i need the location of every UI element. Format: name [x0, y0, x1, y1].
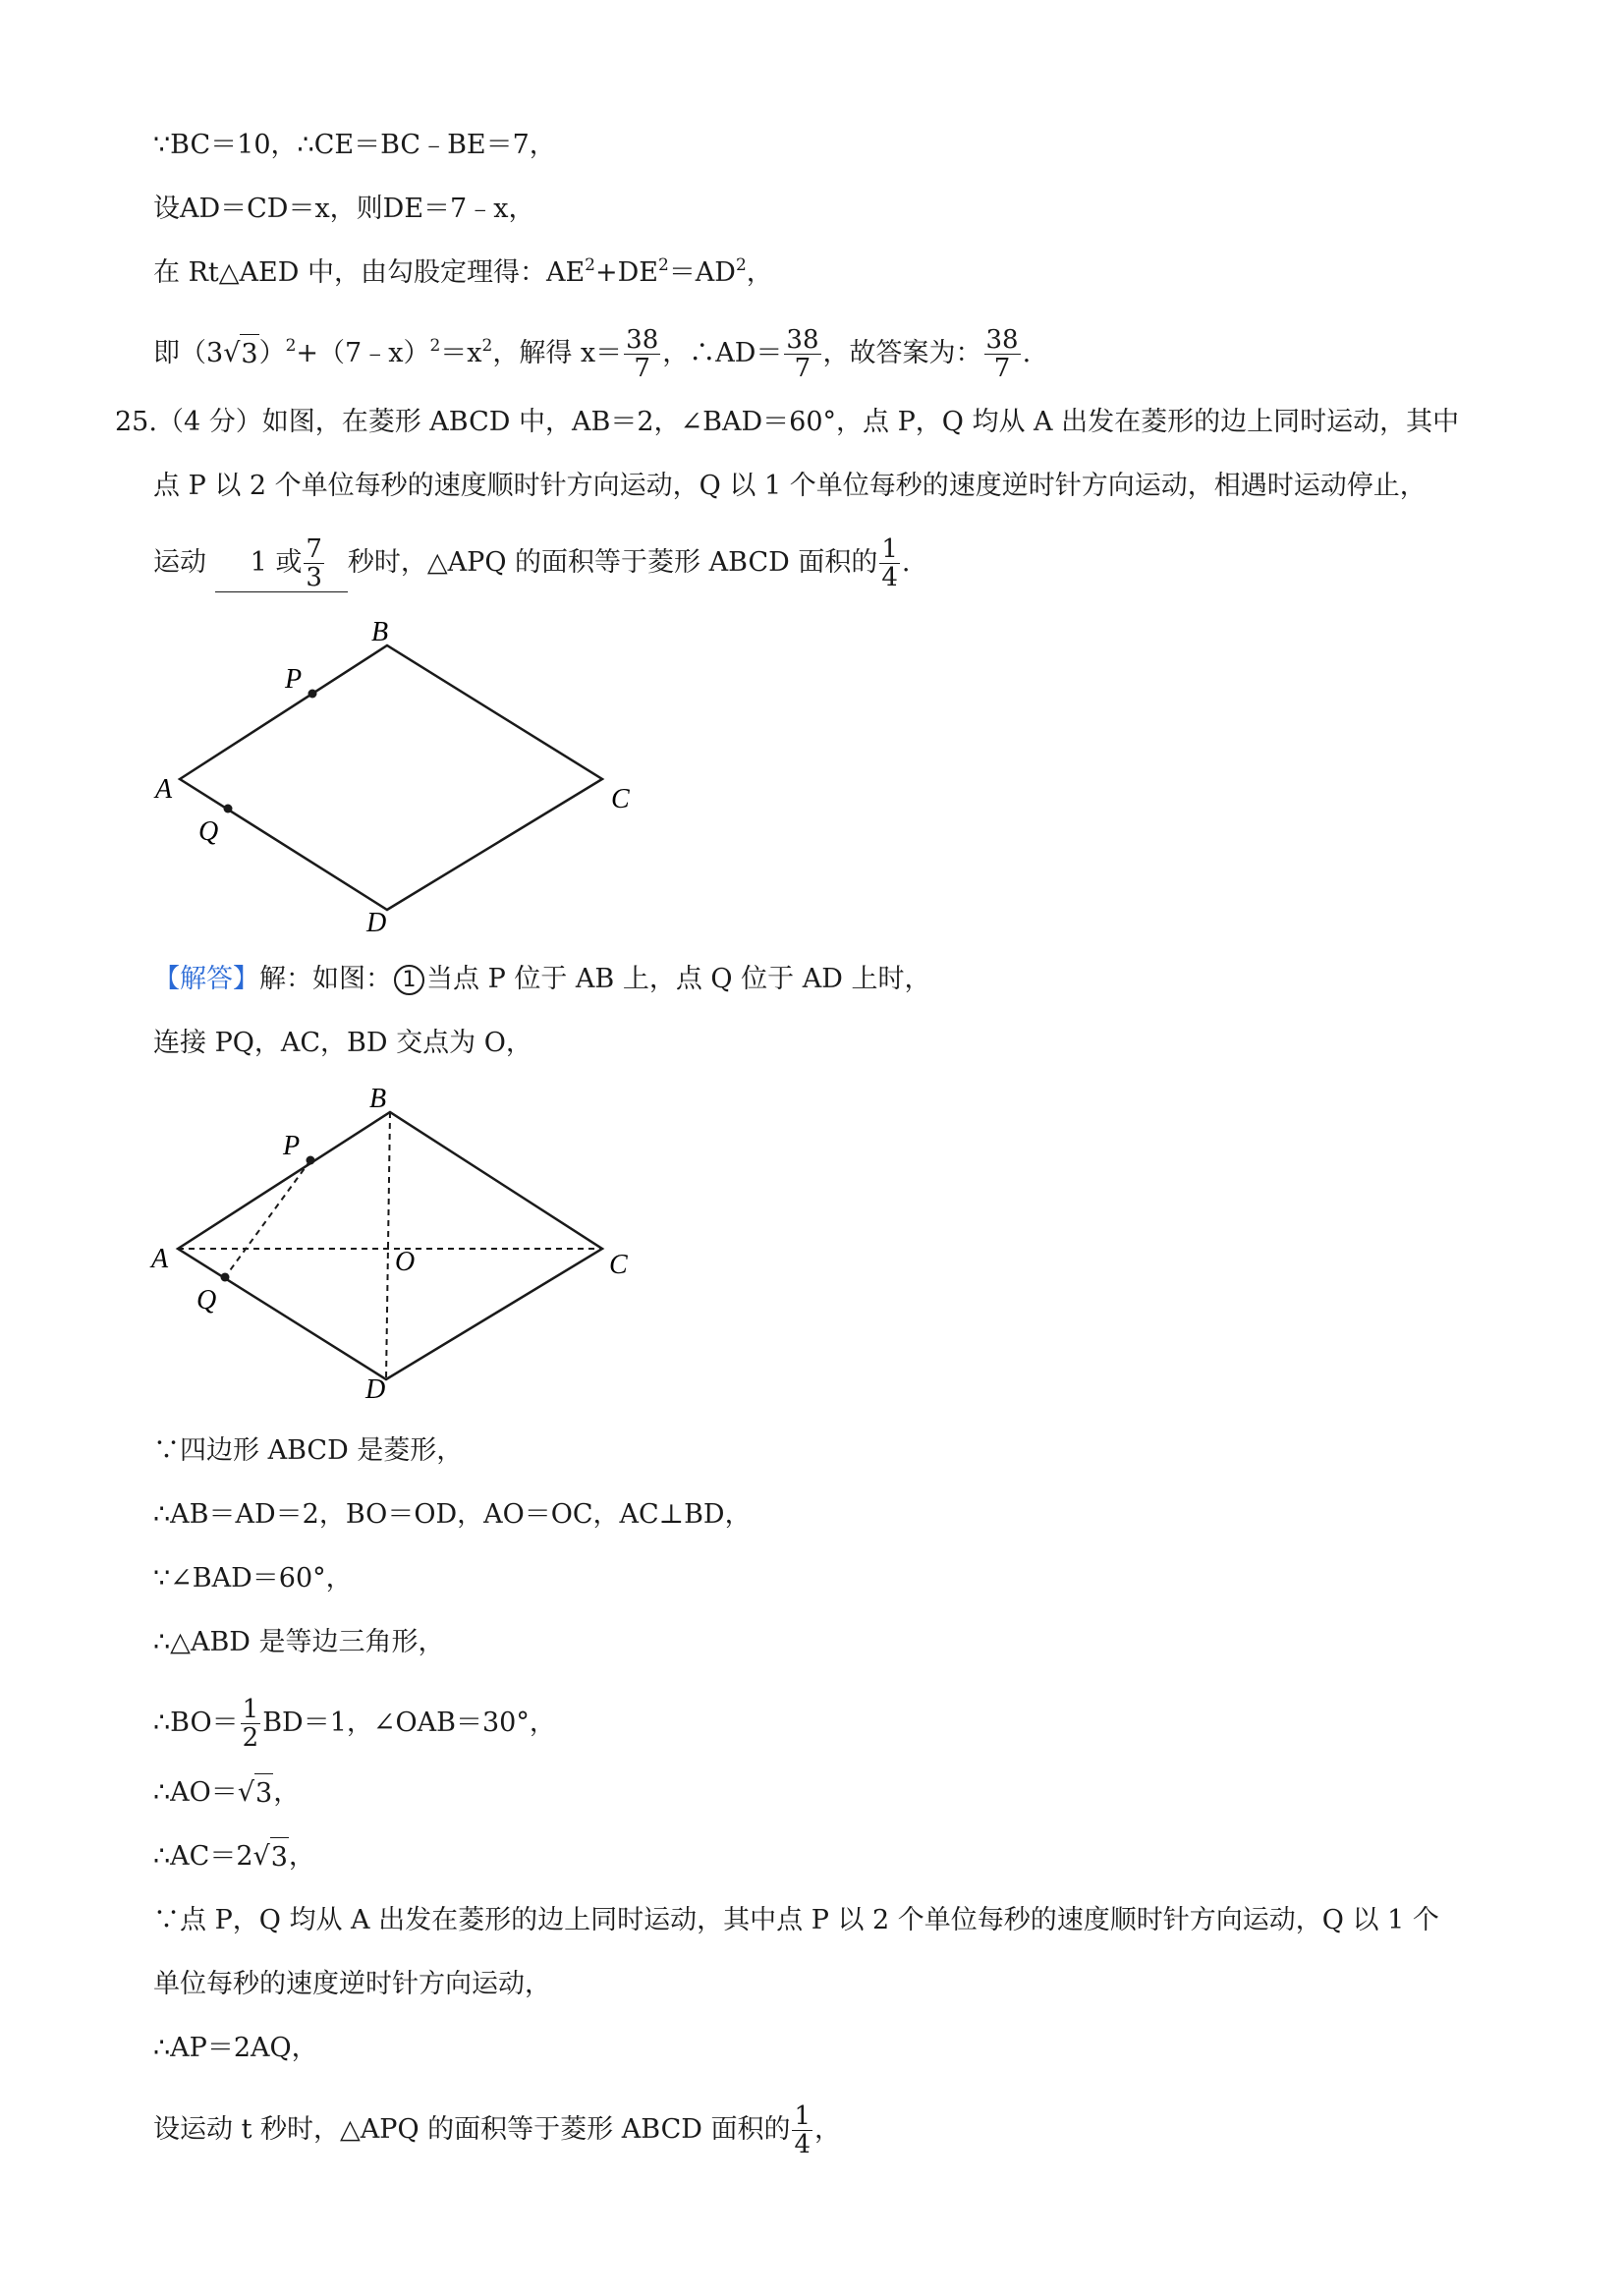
- text: ，: [746, 257, 773, 288]
- solution-line: ∴AB＝AD＝2，BO＝OD，AO＝OC，AC⊥BD，: [153, 1499, 752, 1530]
- text: ，: [814, 2114, 842, 2145]
- superscript: 2: [481, 336, 493, 356]
- superscript: 2: [429, 336, 441, 356]
- text: ∴AC＝2: [153, 1841, 253, 1872]
- rhombus-figure-with-diagonals: [138, 1071, 668, 1405]
- fraction: $\frac{1}{4}$: [794, 2101, 812, 2159]
- solution-line: 单位每秒的速度逆时针方向运动，: [153, 1969, 551, 1999]
- text: ，解得 x＝: [492, 338, 623, 368]
- label-q: Q: [196, 1285, 217, 1316]
- fraction: $\frac{1}{2}$: [242, 1695, 259, 1753]
- text: +（7﹣x）: [296, 338, 430, 368]
- text: 运动: [153, 547, 206, 578]
- text: .: [1022, 338, 1032, 368]
- solution-line: ∵四边形 ABCD 是菱形，: [153, 1435, 464, 1466]
- text-line: ∵BC＝10，∴CE＝BC﹣BE＝7，: [153, 130, 556, 160]
- solution-line: ∴AP＝2AQ，: [153, 2033, 318, 2063]
- segment-pq: [225, 1160, 310, 1277]
- superscript: 2: [285, 336, 297, 356]
- text: ，: [273, 1777, 301, 1808]
- text-line: 设AD＝CD＝x，则DE＝7﹣x，: [153, 194, 535, 224]
- sqrt: √ 3: [223, 334, 258, 374]
- text: 解：如图：: [259, 964, 392, 994]
- label-b: B: [371, 617, 389, 647]
- solution-line: [153, 960, 930, 999]
- label-a: A: [151, 1244, 169, 1274]
- superscript: 2: [735, 255, 747, 275]
- text: ＝x: [440, 338, 482, 368]
- fraction: $\frac{38}{7}$: [985, 325, 1019, 383]
- text-line: [153, 253, 773, 293]
- text: 在 Rt△AED 中，由勾股定理得：AE: [153, 257, 586, 288]
- label-b: B: [369, 1084, 387, 1114]
- answer-blank: 1 或 $\frac{7}{3}$: [215, 535, 348, 592]
- text: BD＝1，∠OAB＝30°，: [262, 1708, 556, 1738]
- superscript: 2: [657, 255, 669, 275]
- text: ，故答案为：: [822, 338, 982, 368]
- sqrt: √ 3: [253, 1837, 289, 1877]
- label-p: P: [283, 1131, 301, 1161]
- diagonal-bd: [386, 1112, 390, 1379]
- rhombus-abcd: [178, 1112, 602, 1379]
- solution-line: [153, 1837, 315, 1877]
- text: 秒时，△APQ 的面积等于菱形 ABCD 面积的: [347, 547, 878, 578]
- fraction: $\frac{1}{4}$: [881, 534, 898, 592]
- text: 即（3: [153, 338, 224, 368]
- fraction: $\frac{38}{7}$: [786, 325, 819, 383]
- text: ＝AD: [668, 257, 736, 288]
- text: ∴BO＝: [153, 1708, 239, 1738]
- text-line: [153, 326, 1031, 382]
- text: ，: [288, 1841, 315, 1872]
- label-c: C: [609, 1250, 628, 1280]
- text: ∴AO＝: [153, 1777, 238, 1808]
- solution-line: ∵点 P，Q 均从 A 出发在菱形的边上同时运动，其中点 P 以 2 个单位每秒的速度顺时针方向运动，Q 以 1 个: [153, 1905, 1439, 1935]
- solution-line: ∵∠BAD＝60°，: [153, 1563, 353, 1594]
- point-p: [307, 1156, 315, 1165]
- solution-line: 连接 PQ，AC，BD 交点为 O，: [153, 1028, 532, 1058]
- text: 设运动 t 秒时，△APQ 的面积等于菱形 ABCD 面积的: [153, 2114, 791, 2145]
- label-q: Q: [198, 816, 219, 847]
- text: +DE: [595, 257, 658, 288]
- circled-number: 1: [394, 965, 424, 995]
- sqrt: √ 3: [238, 1773, 273, 1814]
- text: .: [901, 547, 911, 578]
- rhombus-abcd: [180, 645, 602, 910]
- point-p: [308, 690, 317, 699]
- label-d: D: [366, 908, 387, 938]
- text: ）: [258, 338, 286, 368]
- superscript: 2: [585, 255, 595, 275]
- question-line: 点 P 以 2 个单位每秒的速度顺时针方向运动，Q 以 1 个单位每秒的速度逆时针方向运动，相遇时运动停止，: [153, 471, 1427, 501]
- label-c: C: [611, 784, 630, 814]
- fraction: $\frac{38}{7}$: [626, 325, 659, 383]
- rhombus-figure: [138, 604, 668, 938]
- text: 当点 P 位于 AB 上，点 Q 位于 AD 上时，: [426, 964, 931, 994]
- solution-line: [153, 2102, 841, 2158]
- label-a: A: [155, 774, 173, 805]
- label-o: O: [395, 1247, 416, 1277]
- label-d: D: [365, 1374, 386, 1405]
- point-q: [221, 1273, 230, 1282]
- solution-tag: 【解答】: [153, 964, 259, 994]
- solution-line: ∴△ABD 是等边三角形，: [153, 1627, 445, 1657]
- solution-line: [153, 1696, 556, 1752]
- question-line: [153, 535, 911, 592]
- question-line: 25.（4 分）如图，在菱形 ABCD 中，AB＝2，∠BAD＝60°，点 P，Q 均从 A 出发在菱形的边上同时运动，其中: [115, 407, 1460, 437]
- label-p: P: [285, 664, 303, 695]
- text: ，∴AD＝: [662, 338, 783, 368]
- solution-line: [153, 1773, 300, 1814]
- point-q: [224, 805, 233, 813]
